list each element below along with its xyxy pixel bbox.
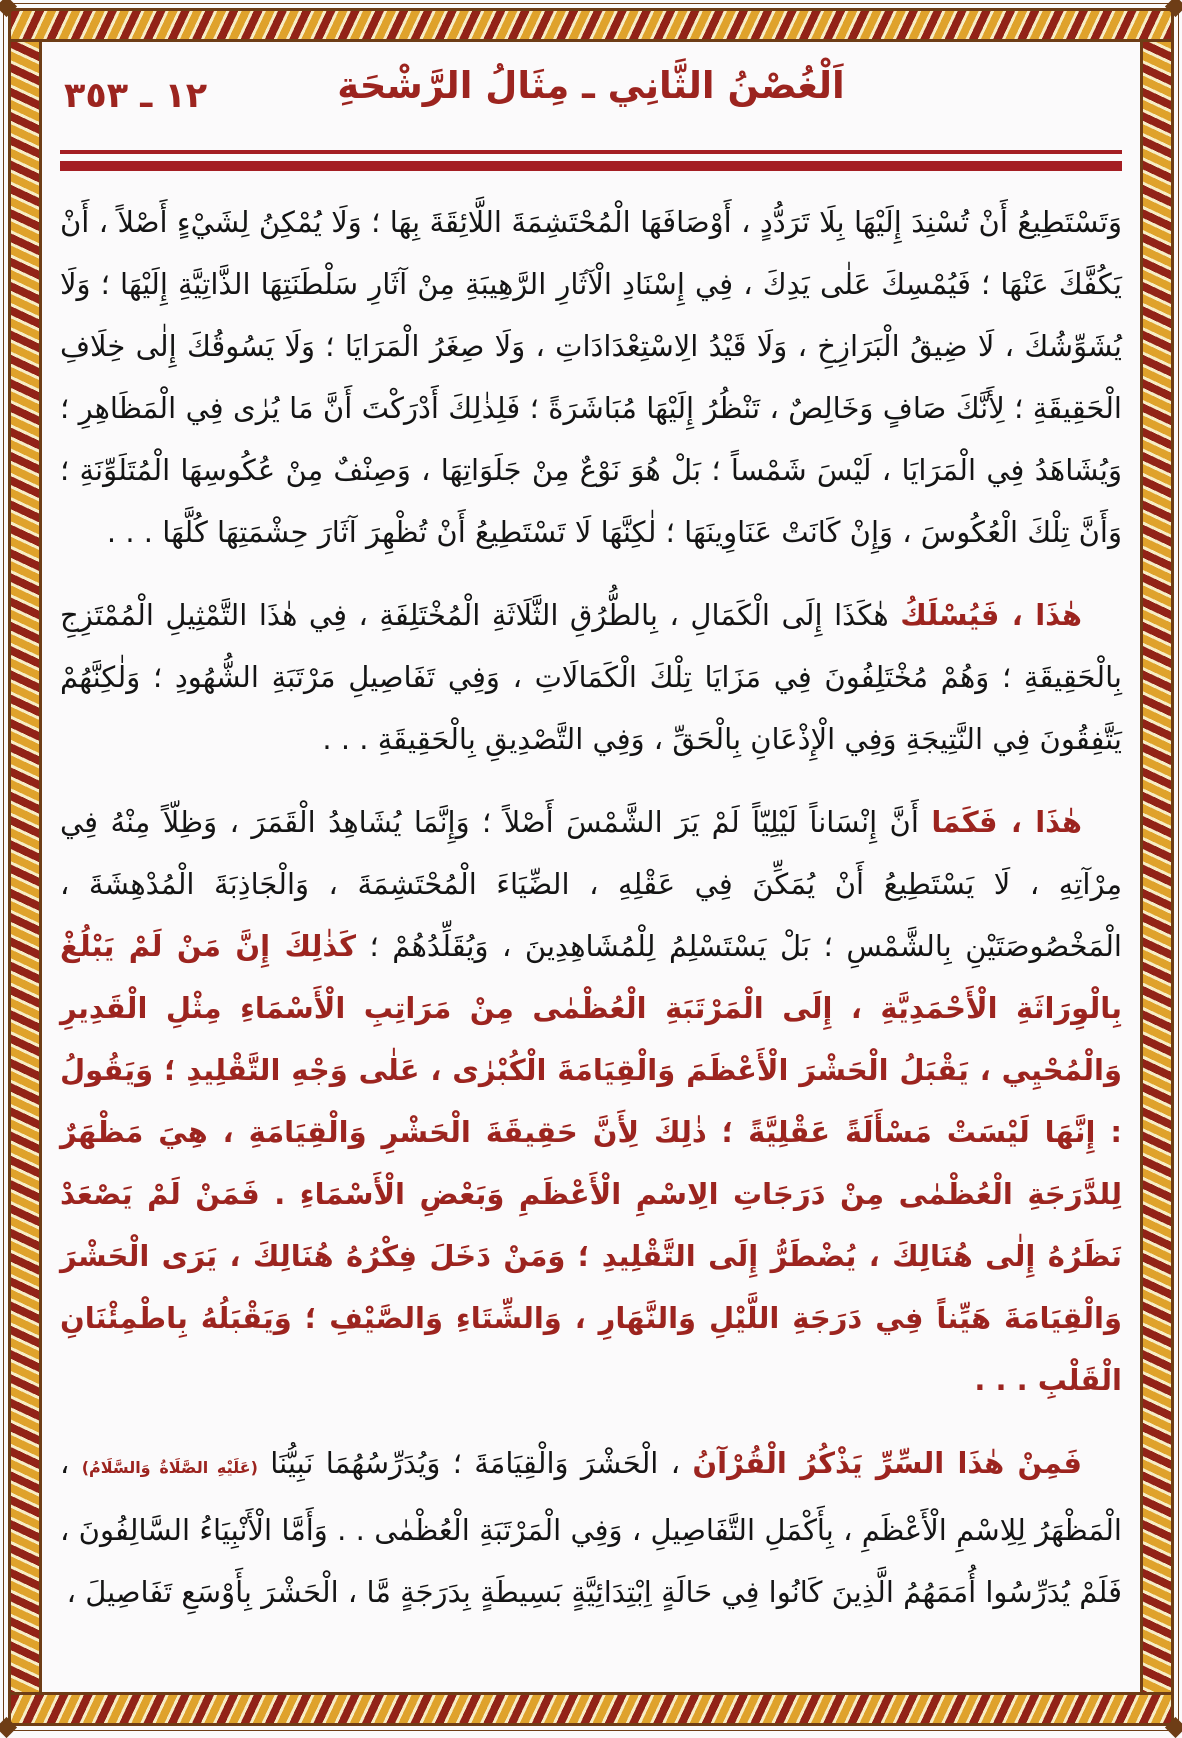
text-segment: فَمِنْ هٰذَا السِّرِّ يَذْكُرُ الْقُرْآنُ — [692, 1446, 1083, 1480]
page-title: اَلْغُصْنُ الثَّانِي ـ مِثَالُ الرَّشْحَةِ — [337, 64, 845, 107]
page-content — [60, 48, 1122, 1686]
border-band-bottom — [8, 1692, 1174, 1726]
page-header — [60, 64, 1122, 142]
paragraph — [60, 1432, 1122, 1623]
corner-finial-icon — [1165, 1717, 1182, 1738]
paragraph — [60, 584, 1122, 770]
body-text — [60, 191, 1122, 1623]
text-segment: هٰكَذَا إِلَى الْكَمَالِ ، بِالطُّرُقِ الثَّلَاثَةِ الْمُخْتَلِفَةِ ، فِي هٰذَا التَّمْثِيلِ الْمُمْتَزِجِ بِالْحَقِيقَةِ ؛ وَهُمْ مُخْتَلِفُونَ فِي مَزَايَا تِلْكَ الْكَمَالَاتِ ، وَفِي تَفَاصِيلِ مَرْتَبَةِ الشُّهُودِ ؛ وَلٰكِنَّهُمْ يَتَّفِقُونَ فِي النَّتِيجَةِ وَفِي الْإِذْعَانِ بِالْحَقِّ ، وَفِي التَّصْدِيقِ بِالْحَقِيقَةِ . . . — [60, 598, 1122, 756]
paragraph — [60, 791, 1122, 1411]
honorific-seal: (عَلَيْهِ الصَّلَاةُ وَالسَّلَامُ) — [81, 1458, 258, 1477]
border-band-top — [8, 8, 1174, 42]
text-segment: هٰذَا ، فَيُسْلَكُ — [900, 598, 1083, 632]
border-band-left — [8, 8, 42, 1726]
header-rule — [60, 150, 1122, 171]
paragraph — [60, 191, 1122, 563]
text-segment: وَتَسْتَطِيعُ أَنْ تُسْنِدَ إِلَيْهَا بِلَا تَرَدُّدٍ ، أَوْصَافَهَا الْمُحْتَشِمَةَ اللَّائِقَةَ بِهَا ؛ وَلَا يُمْكِنُ لِشَيْءٍ أَصْلاً ، أَنْ يَكُفَّكَ عَنْهَا ؛ فَيُمْسِكَ عَلٰى يَدِكَ ، فِي إِسْنَادِ الْآثَارِ الرَّهِيبَةِ مِنْ آثَارِ سَلْطَنَتِهَا الذَّاتِيَّةِ إِلَيْهَا ؛ وَلَا يُشَوِّشُكَ ، لَا ضِيقُ الْبَرَازِخِ ، وَلَا قَيْدُ الِاسْتِعْدَادَاتِ ، وَلَا صِغَرُ الْمَرَايَا ؛ وَلَا يَسُوقُكَ إِلٰى خِلَافِ الْحَقِيقَةِ ؛ لِأَنَّكَ صَافٍ وَخَالِصٌ ، تَنْظُرُ إِلَيْهَا مُبَاشَرَةً ؛ فَلِذٰلِكَ أَدْرَكْتَ أَنَّ مَا يُرٰى فِي الْمَظَاهِرِ ؛ وَيُشَاهَدُ فِي الْمَرَايَا ، لَيْسَ شَمْساً ؛ بَلْ هُوَ نَوْعٌ مِنْ جَلَوَاتِهَا ، وَصِنْفٌ مِنْ عُكُوسِهَا الْمُتَلَوِّنَةِ ؛ وَأَنَّ تِلْكَ الْعُكُوسَ ، وَإِنْ كَانَتْ عَنَاوِينَهَا ؛ لٰكِنَّهَا لَا تَسْتَطِيعُ أَنْ تُظْهِرَ آثَارَ حِشْمَتِهَا كُلَّهَا . . . — [60, 205, 1122, 549]
text-segment: كَذٰلِكَ إِنَّ مَنْ لَمْ يَبْلُغْ بِالْوِرَاثَةِ الْأَحْمَدِيَّةِ ، إِلَى الْمَرْتَبَةِ الْعُظْمٰى مِنْ مَرَاتِبِ الْأَسْمَاءِ مِثْلِ الْقَدِيرِ وَالْمُحْيِي ، يَقْبَلُ الْحَشْرَ الْأَعْظَمَ وَالْقِيَامَةَ الْكُبْرٰى ، عَلٰى وَجْهِ التَّقْلِيدِ ؛ وَيَقُولُ : إِنَّهَا لَيْسَتْ مَسْأَلَةً عَقْلِيَّةً ؛ ذٰلِكَ لِأَنَّ حَقِيقَةَ الْحَشْرِ وَالْقِيَامَةِ ، هِيَ مَظْهَرٌ لِلدَّرَجَةِ الْعُظْمٰى مِنْ دَرَجَاتِ الِاسْمِ الْأَعْظَمِ وَبَعْضِ الْأَسْمَاءِ . فَمَنْ لَمْ يَصْعَدْ نَظَرُهُ إِلٰى هُنَالِكَ ، يُضْطَرُّ إِلَى التَّقْلِيدِ ؛ وَمَنْ دَخَلَ فِكْرُهُ هُنَالِكَ ، يَرَى الْحَشْرَ وَالْقِيَامَةَ هَيِّناً فِي دَرَجَةِ اللَّيْلِ وَالنَّهَارِ ، وَالشِّتَاءِ وَالصَّيْفِ ؛ وَيَقْبَلُهُ بِاطْمِئْنَانِ الْقَلْبِ . . . — [60, 929, 1122, 1397]
text-segment: أَنَّ إِنْسَاناً لَيْلِيّاً لَمْ يَرَ الشَّمْسَ أَصْلاً ؛ وَإِنَّمَا يُشَاهِدُ الْقَمَرَ ، وَظِلّاً مِنْهُ فِي مِرْآتِهِ ، لَا يَسْتَطِيعُ أَنْ يُمَكِّنَ فِي عَقْلِهِ ، الضِّيَاءَ الْمُحْتَشِمَةَ ، وَالْجَاذِبَةَ الْمُدْهِشَةَ ، الْمَخْصُوصَتَيْنِ بِالشَّمْسِ ؛ بَلْ يَسْتَسْلِمُ لِلْمُشَاهِدِينَ ، وَيُقَلِّدُهُمْ ؛ — [60, 805, 1122, 963]
corner-finial-icon — [0, 0, 17, 17]
corner-finial-icon — [1165, 0, 1182, 17]
text-segment: هٰذَا ، فَكَمَا — [931, 805, 1082, 839]
page-number: ١٢ ـ ٣٥٣ — [64, 76, 208, 116]
corner-finial-icon — [0, 1717, 17, 1738]
border-band-right — [1140, 8, 1174, 1726]
text-segment: ، الْمَظْهَرُ لِلِاسْمِ الْأَعْظَمِ ، بِأَكْمَلِ التَّفَاصِيلِ ، وَفِي الْمَرْتَبَةِ الْعُظْمٰى . . وَأَمَّا الْأَنْبِيَاءُ السَّالِفُونَ ، فَلَمْ يُدَرِّسُوا أُمَمَهُمُ الَّذِينَ كَانُوا فِي حَالَةٍ اِبْتِدَائِيَّةٍ بَسِيطَةٍ بِدَرَجَةٍ مَّا ، الْحَشْرَ بِأَوْسَعِ تَفَاصِيلَ ، — [60, 1446, 1122, 1609]
text-segment: ، الْحَشْرَ وَالْقِيَامَةَ ؛ وَيُدَرِّسُهُمَا نَبِيُّنَا — [257, 1446, 693, 1480]
